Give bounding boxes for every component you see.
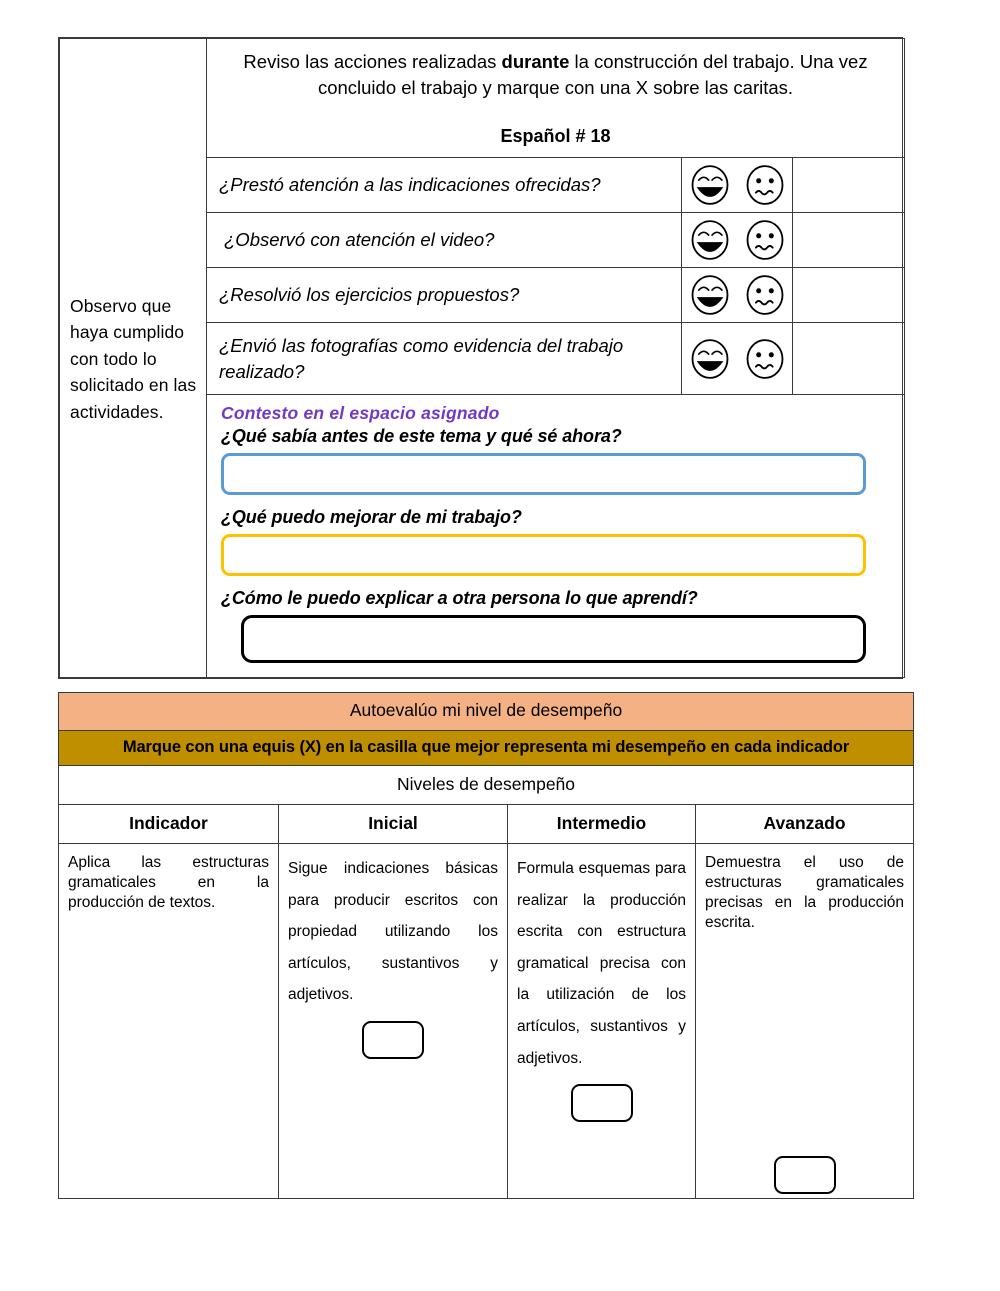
rubric-intermedio-text: Formula esquemas para realizar la producción escrita con estructura gramatical precisa con la utilización de los artículos, sustantivos y adjetivos.: [517, 860, 686, 1067]
rubric-inicial-text: Sigue indicaciones básicas para producir escritos con propiedad utilizando los artículos, sustantivos y adjetivos.: [288, 860, 498, 1004]
rubric-instruction: Marque con una equis (X) en la casilla que mejor representa mi desempeño en cada indicador: [59, 731, 914, 766]
rubric-cell-inicial: [279, 844, 508, 1199]
instruction-text-before: Reviso las acciones realizadas: [243, 51, 502, 72]
rubric-checkbox-intermedio[interactable]: [571, 1084, 633, 1122]
happy-face-icon[interactable]: [689, 274, 731, 316]
rubric-cell-avanzado: [696, 844, 914, 1199]
sad-face-icon[interactable]: [744, 274, 786, 316]
instruction-text-bold: durante: [501, 51, 570, 72]
checklist-intro-row: [60, 39, 905, 158]
happy-face-icon[interactable]: [689, 164, 731, 206]
reflection-question-1: ¿Qué sabía antes de este tema y qué sé ahora?: [221, 426, 622, 447]
sad-face-icon[interactable]: [744, 219, 786, 261]
rubric-indicador-text: Aplica las estructuras gramaticales en la producción de textos.: [68, 854, 269, 912]
reflection-question-3: ¿Cómo le puedo explicar a otra persona lo que aprendí?: [221, 588, 698, 609]
instruction-text-after: la construcción del trabajo. Una vez concluido el trabajo y marque con una X sobre las caritas.: [317, 51, 868, 99]
face-option-spacer: [793, 268, 905, 323]
reflection-answer-2[interactable]: [221, 534, 866, 576]
rubric-header-row: [59, 805, 914, 844]
subject-title: Español # 18: [500, 125, 611, 146]
rubric-row: [59, 844, 914, 1199]
self-checklist-table: [58, 37, 903, 679]
happy-face-icon[interactable]: [689, 338, 731, 380]
question-text: ¿Observó con atención el video?: [207, 213, 682, 268]
rubric-instruction-row: [59, 731, 914, 766]
happy-face-icon[interactable]: [689, 219, 731, 261]
happy-face-option[interactable]: [682, 213, 793, 268]
question-text: ¿Resolvió los ejercicios propuestos?: [207, 268, 682, 323]
sad-face-icon[interactable]: [744, 164, 786, 206]
happy-face-option[interactable]: [682, 158, 793, 213]
rubric-avanzado-text: Demuestra el uso de estructuras gramaticales precisas en la producción escrita.: [705, 854, 905, 932]
question-text: ¿Envió las fotografías como evidencia del trabajo realizado?: [207, 323, 682, 395]
rubric-column-indicador: Indicador: [59, 805, 279, 844]
reflection-answer-1[interactable]: [221, 453, 866, 495]
rubric-title: Autoevalúo mi nivel de desempeño: [59, 693, 914, 731]
reflection-question-2: ¿Qué puedo mejorar de mi trabajo?: [221, 507, 522, 528]
instruction-cell: [207, 39, 905, 158]
rubric-table: [58, 692, 914, 1199]
rubric-column-avanzado: Avanzado: [696, 805, 914, 844]
question-text: ¿Prestó atención a las indicaciones ofrecidas?: [207, 158, 682, 213]
rubric-levels-label: Niveles de desempeño: [59, 766, 914, 805]
rubric-checkbox-inicial[interactable]: [362, 1021, 424, 1059]
rubric-column-inicial: Inicial: [279, 805, 508, 844]
face-option-spacer: [793, 323, 905, 395]
reflection-answer-3[interactable]: [241, 615, 866, 663]
rubric-checkbox-avanzado[interactable]: [774, 1156, 836, 1194]
rubric-levels-row: [59, 766, 914, 805]
reflection-cell: [207, 395, 905, 678]
rubric-column-intermedio: Intermedio: [508, 805, 696, 844]
face-option-spacer: [793, 158, 905, 213]
sad-face-icon[interactable]: [744, 338, 786, 380]
happy-face-option[interactable]: [682, 323, 793, 395]
rubric-cell-intermedio: [508, 844, 696, 1199]
reflection-heading: Contesto en el espacio asignado: [221, 403, 500, 424]
observation-label-text: Observo que haya cumplido con todo lo solicitado en las actividades.: [70, 295, 197, 422]
face-option-spacer: [793, 213, 905, 268]
observation-label-cell: [60, 39, 207, 678]
rubric-cell-indicador: [59, 844, 279, 1199]
rubric-title-row: [59, 693, 914, 731]
happy-face-option[interactable]: [682, 268, 793, 323]
